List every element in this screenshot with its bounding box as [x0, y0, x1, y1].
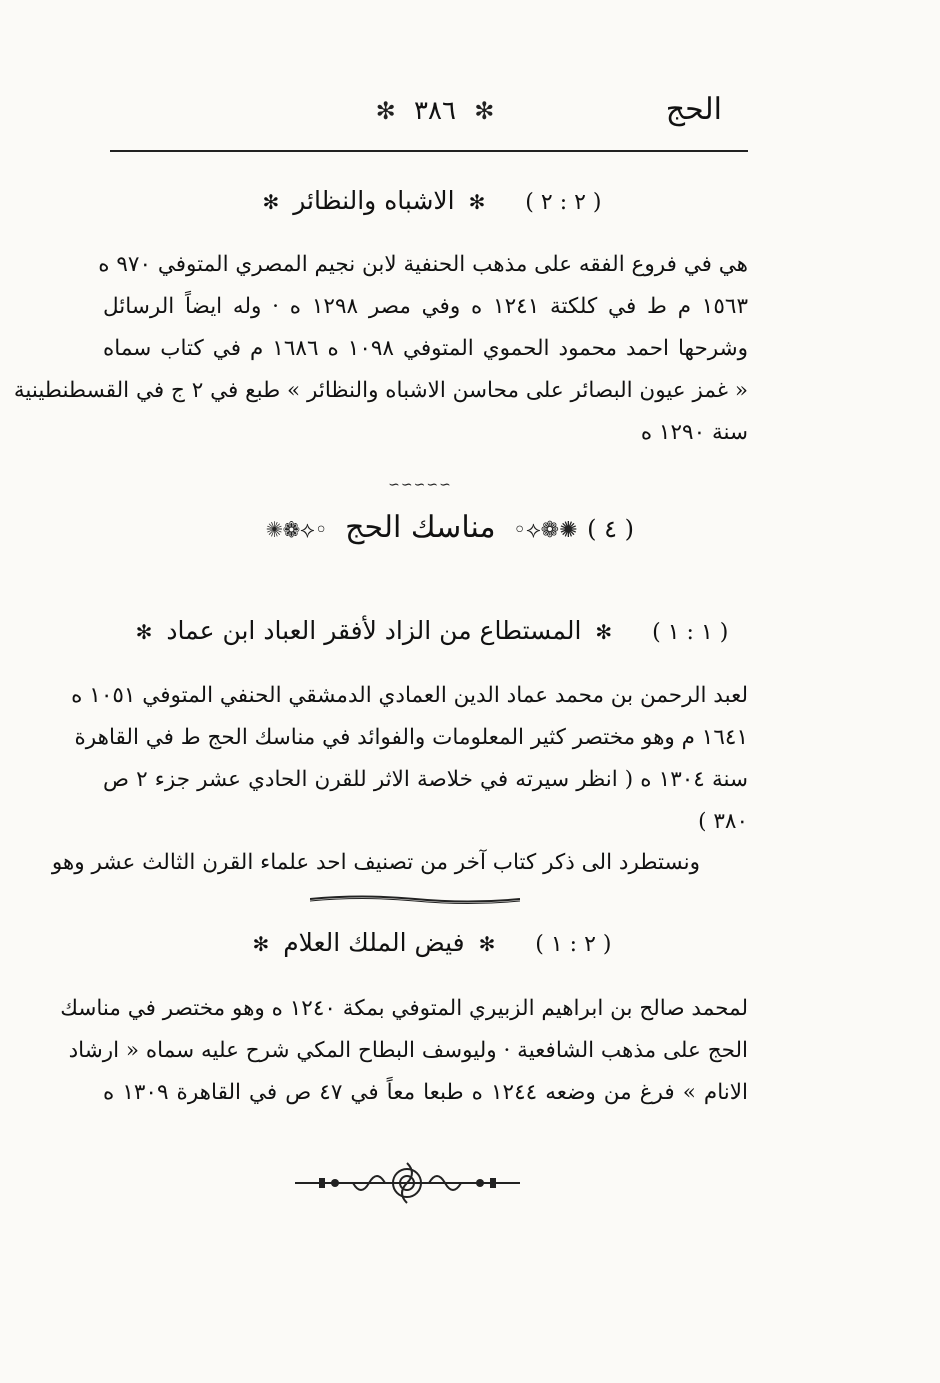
section-title: الاشباه والنظائر — [293, 186, 455, 215]
text-line: « غمز عيون البصائر على محاسن الاشباه والنظائر » طبع في ٢ ج في القسطنطينية — [13, 378, 748, 403]
text-line: ٣٨٠ ) — [698, 809, 748, 834]
flower-ornament-icon: ✻ — [262, 190, 280, 214]
chapter-title: مناسك الحج — [345, 510, 496, 545]
text-line: سنة ١٣٠٤ ه ( انظر سيرته في خلاصة الاثر للقرن الحادي عشر جزء ٢ ص — [103, 767, 748, 792]
small-divider-ornament: ∽∽∽∽∽ — [388, 477, 452, 493]
wavy-divider — [310, 894, 520, 904]
text-line: وشرحها احمد محمود الحموي المتوفي ١٠٩٨ ه ١٦٨٦ م في كتاب سماه — [103, 336, 749, 361]
running-title: الحج — [665, 92, 722, 127]
text-line: ١٦٤١ م وهو مختصر كثير المعلومات والفوائد في مناسك الحج ط في القاهرة — [74, 725, 748, 750]
text-line: هي في فروع الفقه على مذهب الحنفية لابن نجيم المصري المتوفي ٩٧٠ ه — [98, 252, 748, 277]
chapter-number: ( ٤ ) — [587, 515, 634, 543]
text-line: الحج على مذهب الشافعية · وليوسف البطاح المكي شرح عليه سماه « ارشاد — [68, 1038, 748, 1063]
subsection-paragraph — [71, 675, 748, 843]
subsection-title: فيض الملك العلام — [283, 928, 465, 957]
flower-ornament-icon: ✻ — [478, 932, 496, 956]
section-paragraph — [13, 244, 749, 454]
chapter-ornament-right-icon: ✺❁⟡◦ — [513, 518, 578, 543]
flower-ornament-icon: ✻ — [474, 97, 495, 125]
text-line: ١٥٦٣ م ط في كلكتة ١٢٤١ ه وفي مصر ١٢٩٨ ه · وله ايضاً الرسائل — [103, 294, 748, 319]
flower-ornament-icon: ✻ — [468, 190, 486, 214]
subsection-number: ( ٢ : ١ ) — [535, 932, 612, 957]
subsection-heading — [110, 928, 748, 957]
text-line: لمحمد صالح بن ابراهيم الزبيري المتوفي بمكة ١٢٤٠ ه وهو مختصر في مناسك — [60, 996, 748, 1021]
subsection-number: ( ١ : ١ ) — [652, 620, 729, 645]
text-line: ونستطرد الى ذكر كتاب آخر من تصنيف احد علماء القرن الثالث عشر وهو — [51, 850, 700, 875]
page-number: ٣٨٦ — [414, 96, 456, 126]
section-heading — [110, 186, 748, 215]
flower-ornament-icon: ✻ — [595, 620, 613, 644]
text-line: لعبد الرحمن بن محمد عماد الدين العمادي الدمشقي الحنفي المتوفي ١٠٥١ ه — [71, 683, 748, 708]
text-line: سنة ١٢٩٠ ه — [640, 420, 748, 445]
bottom-ornament-icon — [295, 1160, 520, 1206]
chapter-heading — [220, 510, 680, 545]
section-number: ( ٢ : ٢ ) — [525, 190, 602, 215]
flower-ornament-icon: ✻ — [252, 932, 270, 956]
transition-note — [51, 842, 748, 884]
text-line: الانام » فرغ من وضعه ١٢٤٤ ه طبعا معاً في ٤٧ ص في القاهرة ١٣٠٩ ه — [103, 1080, 748, 1105]
chapter-ornament-left-icon: ◦⟡❁✺ — [266, 518, 328, 543]
subsection-heading — [110, 616, 748, 645]
flower-ornament-icon: ✻ — [135, 620, 153, 644]
flower-ornament-icon: ✻ — [375, 97, 396, 125]
header-rule — [110, 150, 748, 152]
page-number-block — [370, 96, 500, 126]
subsection-paragraph — [60, 988, 748, 1114]
subsection-title: المستطاع من الزاد لأفقر العباد ابن عماد — [166, 616, 582, 645]
